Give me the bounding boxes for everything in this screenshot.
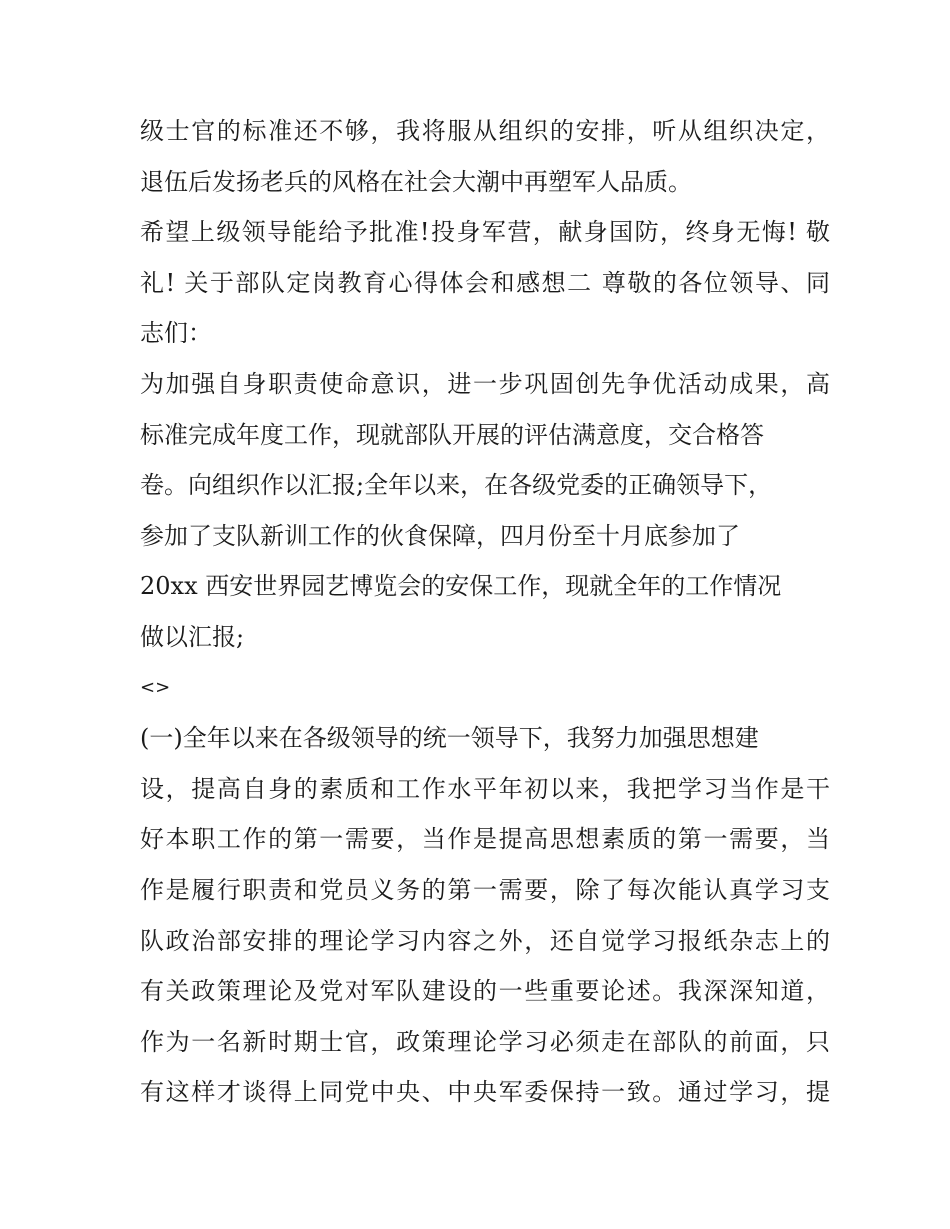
text-line: 卷。向组织作以汇报;全年以来，在各级党委的正确领导下，	[140, 471, 773, 500]
text-line: 级士官的标准还不够，我将服从组织的安排，听从组织决定，	[140, 117, 830, 145]
text-line: 希望上级领导能给予批准!投身军营，献身国防，终身无悔! 敬	[140, 218, 830, 247]
text-line: 有关政策理论及党对军队建设的一些重要论述。我深深知道，	[140, 977, 830, 1006]
text-line: 为加强自身职责使命意识，进一步巩固创先争优活动成果，高	[140, 369, 830, 398]
text-line: 标准完成年度工作，现就部队开展的评估满意度，交合格答	[140, 420, 764, 449]
text-line: 礼! 关于部队定岗教育心得体会和感想二 尊敬的各位领导、同	[140, 268, 830, 297]
text-line: (一)全年以来在各级领导的统一领导下，我努力加强思想建	[140, 724, 759, 753]
text-line: 设，提高自身的素质和工作水平年初以来，我把学习当作是干	[140, 774, 830, 803]
text-line: 20xx 西安世界园艺博览会的安保工作，现就全年的工作情况	[140, 572, 782, 601]
body-text	[140, 106, 830, 1118]
text-line: 做以汇报;	[140, 622, 245, 651]
text-line: 好本职工作的第一需要，当作是提高思想素质的第一需要，当	[140, 825, 830, 854]
text-line: 队政治部安排的理论学习内容之外，还自觉学习报纸杂志上的	[140, 926, 830, 955]
text-line: <>	[140, 676, 171, 698]
text-line: 作为一名新时期士官，政策理论学习必须走在部队的前面，只	[140, 1027, 830, 1056]
text-line: 有这样才谈得上同党中央、中央军委保持一致。通过学习，提	[140, 1078, 830, 1107]
text-line: 退伍后发扬老兵的风格在社会大潮中再塑军人品质。	[140, 167, 692, 196]
text-line: 志们：	[140, 319, 212, 348]
text-line: 参加了支队新训工作的伙食保障，四月份至十月底参加了	[140, 521, 740, 550]
text-line: 作是履行职责和党员义务的第一需要，除了每次能认真学习支	[140, 875, 830, 904]
